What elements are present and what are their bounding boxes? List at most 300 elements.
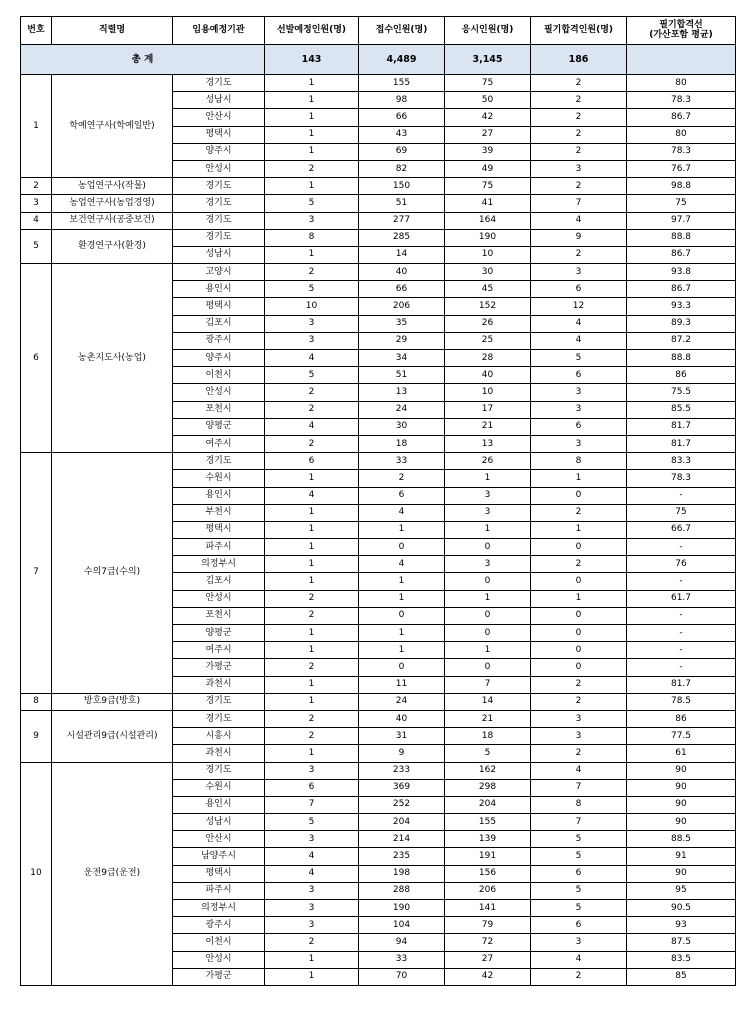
cutoff-cell: 86 [627,367,736,384]
row-number-cell: 8 [21,693,52,710]
cutoff-cell: 97.7 [627,212,736,229]
total-planned: 143 [265,45,359,75]
applied-cell: 190 [359,900,445,917]
recruitment-results-table [20,16,736,986]
agency-cell: 수원시 [173,779,265,796]
cutoff-cell: 76 [627,556,736,573]
applied-cell: 204 [359,814,445,831]
job-series-cell: 환경연구사(환경) [52,229,173,263]
attended-cell: 72 [445,934,531,951]
attended-cell: 75 [445,178,531,195]
header-row [21,17,736,45]
planned-cell: 1 [265,951,359,968]
agency-cell: 안산시 [173,109,265,126]
total-attended: 3,145 [445,45,531,75]
attended-cell: 26 [445,453,531,470]
applied-cell: 40 [359,264,445,281]
agency-cell: 양주시 [173,143,265,160]
header-passed: 필기합격인원(명) [531,17,627,45]
agency-cell: 과천시 [173,676,265,693]
cutoff-cell: 98.8 [627,178,736,195]
cutoff-cell: - [627,573,736,590]
cutoff-cell: 86.7 [627,281,736,298]
applied-cell: 24 [359,401,445,418]
passed-cell: 2 [531,75,627,92]
applied-cell: 66 [359,281,445,298]
header-cutoff-line2: (가산포함 평균) [649,29,713,40]
header-applied: 접수인원(명) [359,17,445,45]
passed-cell: 2 [531,126,627,143]
agency-cell: 평택시 [173,521,265,538]
total-cutoff [627,45,736,75]
applied-cell: 35 [359,315,445,332]
applied-cell: 94 [359,934,445,951]
planned-cell: 4 [265,487,359,504]
planned-cell: 6 [265,779,359,796]
agency-cell: 용인시 [173,796,265,813]
passed-cell: 7 [531,779,627,796]
cutoff-cell: - [627,487,736,504]
attended-cell: 17 [445,401,531,418]
attended-cell: 190 [445,229,531,246]
cutoff-cell: - [627,539,736,556]
attended-cell: 30 [445,264,531,281]
table-row [21,710,736,727]
applied-cell: 1 [359,642,445,659]
agency-cell: 가평군 [173,659,265,676]
cutoff-cell: 81.7 [627,676,736,693]
planned-cell: 8 [265,229,359,246]
planned-cell: 3 [265,212,359,229]
table-row [21,212,736,229]
total-passed: 186 [531,45,627,75]
cutoff-cell: 87.2 [627,332,736,349]
applied-cell: 233 [359,762,445,779]
cutoff-cell: 85.5 [627,401,736,418]
attended-cell: 156 [445,865,531,882]
planned-cell: 4 [265,865,359,882]
cutoff-cell: 90 [627,865,736,882]
passed-cell: 3 [531,710,627,727]
cutoff-cell: 88.5 [627,831,736,848]
attended-cell: 191 [445,848,531,865]
agency-cell: 이천시 [173,934,265,951]
passed-cell: 3 [531,728,627,745]
attended-cell: 21 [445,418,531,435]
attended-cell: 204 [445,796,531,813]
applied-cell: 0 [359,539,445,556]
applied-cell: 0 [359,659,445,676]
passed-cell: 4 [531,951,627,968]
planned-cell: 1 [265,968,359,985]
row-number-cell: 5 [21,229,52,263]
agency-cell: 성남시 [173,814,265,831]
attended-cell: 42 [445,109,531,126]
attended-cell: 42 [445,968,531,985]
attended-cell: 75 [445,75,531,92]
applied-cell: 40 [359,710,445,727]
attended-cell: 164 [445,212,531,229]
cutoff-cell: 80 [627,75,736,92]
applied-cell: 1 [359,521,445,538]
agency-cell: 안성시 [173,590,265,607]
cutoff-cell: 85 [627,968,736,985]
passed-cell: 1 [531,521,627,538]
passed-cell: 4 [531,332,627,349]
table-row [21,195,736,212]
applied-cell: 1 [359,590,445,607]
planned-cell: 5 [265,195,359,212]
job-series-cell: 농업연구사(작물) [52,178,173,195]
applied-cell: 29 [359,332,445,349]
agency-cell: 의정부시 [173,556,265,573]
total-label: 총 계 [21,45,265,75]
applied-cell: 369 [359,779,445,796]
job-series-cell: 운전9급(운전) [52,762,173,985]
planned-cell: 4 [265,418,359,435]
passed-cell: 4 [531,315,627,332]
planned-cell: 1 [265,642,359,659]
passed-cell: 7 [531,814,627,831]
planned-cell: 1 [265,745,359,762]
planned-cell: 3 [265,762,359,779]
passed-cell: 2 [531,745,627,762]
cutoff-cell: 77.5 [627,728,736,745]
attended-cell: 14 [445,693,531,710]
cutoff-cell: - [627,659,736,676]
planned-cell: 2 [265,710,359,727]
passed-cell: 0 [531,659,627,676]
cutoff-cell: 93.3 [627,298,736,315]
passed-cell: 3 [531,384,627,401]
job-series-cell: 시설관리9급(시설관리) [52,710,173,762]
agency-cell: 성남시 [173,92,265,109]
attended-cell: 25 [445,332,531,349]
table-row [21,75,736,92]
applied-cell: 2 [359,470,445,487]
applied-cell: 43 [359,126,445,143]
planned-cell: 3 [265,315,359,332]
agency-cell: 남양주시 [173,848,265,865]
passed-cell: 7 [531,195,627,212]
passed-cell: 6 [531,367,627,384]
row-number-cell: 6 [21,264,52,453]
agency-cell: 용인시 [173,487,265,504]
job-series-cell: 방호9급(방호) [52,693,173,710]
planned-cell: 3 [265,917,359,934]
applied-cell: 155 [359,75,445,92]
passed-cell: 2 [531,109,627,126]
passed-cell: 2 [531,556,627,573]
cutoff-cell: 78.3 [627,470,736,487]
applied-cell: 235 [359,848,445,865]
planned-cell: 3 [265,882,359,899]
passed-cell: 3 [531,264,627,281]
agency-cell: 여주시 [173,435,265,452]
table-row [21,264,736,281]
cutoff-cell: 75.5 [627,384,736,401]
attended-cell: 10 [445,384,531,401]
applied-cell: 11 [359,676,445,693]
agency-cell: 광주시 [173,917,265,934]
applied-cell: 14 [359,246,445,263]
passed-cell: 2 [531,504,627,521]
passed-cell: 3 [531,934,627,951]
passed-cell: 0 [531,607,627,624]
cutoff-cell: 81.7 [627,418,736,435]
applied-cell: 31 [359,728,445,745]
attended-cell: 3 [445,504,531,521]
applied-cell: 33 [359,951,445,968]
planned-cell: 2 [265,401,359,418]
cutoff-cell: 83.5 [627,951,736,968]
passed-cell: 0 [531,625,627,642]
row-number-cell: 1 [21,75,52,178]
attended-cell: 28 [445,350,531,367]
planned-cell: 1 [265,470,359,487]
agency-cell: 양주시 [173,350,265,367]
passed-cell: 4 [531,762,627,779]
planned-cell: 1 [265,693,359,710]
agency-cell: 경기도 [173,178,265,195]
passed-cell: 0 [531,539,627,556]
agency-cell: 김포시 [173,315,265,332]
row-number-cell: 3 [21,195,52,212]
header-job-series: 직렬명 [52,17,173,45]
cutoff-cell: 66.7 [627,521,736,538]
cutoff-cell: 78.3 [627,143,736,160]
planned-cell: 1 [265,556,359,573]
planned-cell: 2 [265,728,359,745]
attended-cell: 0 [445,659,531,676]
cutoff-cell: 86 [627,710,736,727]
applied-cell: 252 [359,796,445,813]
planned-cell: 1 [265,143,359,160]
applied-cell: 150 [359,178,445,195]
agency-cell: 의정부시 [173,900,265,917]
agency-cell: 김포시 [173,573,265,590]
planned-cell: 1 [265,92,359,109]
passed-cell: 5 [531,900,627,917]
planned-cell: 1 [265,539,359,556]
agency-cell: 경기도 [173,195,265,212]
attended-cell: 13 [445,435,531,452]
attended-cell: 21 [445,710,531,727]
agency-cell: 안성시 [173,384,265,401]
passed-cell: 2 [531,676,627,693]
attended-cell: 0 [445,607,531,624]
agency-cell: 여주시 [173,642,265,659]
attended-cell: 155 [445,814,531,831]
applied-cell: 82 [359,160,445,177]
planned-cell: 5 [265,367,359,384]
passed-cell: 6 [531,865,627,882]
attended-cell: 141 [445,900,531,917]
attended-cell: 49 [445,160,531,177]
agency-cell: 안성시 [173,951,265,968]
planned-cell: 1 [265,676,359,693]
planned-cell: 5 [265,281,359,298]
planned-cell: 4 [265,848,359,865]
applied-cell: 70 [359,968,445,985]
attended-cell: 3 [445,487,531,504]
cutoff-cell: 86.7 [627,109,736,126]
passed-cell: 0 [531,573,627,590]
attended-cell: 18 [445,728,531,745]
cutoff-cell: - [627,607,736,624]
applied-cell: 6 [359,487,445,504]
planned-cell: 1 [265,109,359,126]
agency-cell: 용인시 [173,281,265,298]
agency-cell: 평택시 [173,126,265,143]
applied-cell: 34 [359,350,445,367]
header-attended: 응시인원(명) [445,17,531,45]
attended-cell: 45 [445,281,531,298]
cutoff-cell: 76.7 [627,160,736,177]
planned-cell: 6 [265,453,359,470]
table-row [21,693,736,710]
cutoff-cell: 78.5 [627,693,736,710]
agency-cell: 부천시 [173,504,265,521]
agency-cell: 포천시 [173,401,265,418]
cutoff-cell: 75 [627,195,736,212]
passed-cell: 3 [531,401,627,418]
attended-cell: 1 [445,470,531,487]
planned-cell: 1 [265,126,359,143]
planned-cell: 5 [265,814,359,831]
cutoff-cell: 61 [627,745,736,762]
planned-cell: 7 [265,796,359,813]
applied-cell: 69 [359,143,445,160]
applied-cell: 18 [359,435,445,452]
attended-cell: 26 [445,315,531,332]
passed-cell: 6 [531,281,627,298]
header-planned: 선발예정인원(명) [265,17,359,45]
applied-cell: 24 [359,693,445,710]
row-number-cell: 7 [21,453,52,694]
planned-cell: 2 [265,160,359,177]
row-number-cell: 2 [21,178,52,195]
agency-cell: 경기도 [173,229,265,246]
passed-cell: 2 [531,143,627,160]
agency-cell: 성남시 [173,246,265,263]
attended-cell: 5 [445,745,531,762]
cutoff-cell: 90.5 [627,900,736,917]
planned-cell: 2 [265,435,359,452]
header-agency: 임용예정기관 [173,17,265,45]
cutoff-cell: 90 [627,762,736,779]
agency-cell: 경기도 [173,212,265,229]
agency-cell: 평택시 [173,865,265,882]
passed-cell: 1 [531,590,627,607]
job-series-cell: 농촌지도사(농업) [52,264,173,453]
agency-cell: 경기도 [173,693,265,710]
attended-cell: 206 [445,882,531,899]
row-number-cell: 10 [21,762,52,985]
passed-cell: 2 [531,246,627,263]
attended-cell: 152 [445,298,531,315]
cutoff-cell: 81.7 [627,435,736,452]
passed-cell: 2 [531,968,627,985]
row-number-cell: 9 [21,710,52,762]
agency-cell: 고양시 [173,264,265,281]
table-row [21,229,736,246]
row-number-cell: 4 [21,212,52,229]
planned-cell: 1 [265,504,359,521]
applied-cell: 277 [359,212,445,229]
passed-cell: 12 [531,298,627,315]
agency-cell: 가평군 [173,968,265,985]
attended-cell: 0 [445,573,531,590]
agency-cell: 파주시 [173,882,265,899]
agency-cell: 이천시 [173,367,265,384]
total-row [21,45,736,75]
cutoff-cell: 86.7 [627,246,736,263]
agency-cell: 양평군 [173,625,265,642]
agency-cell: 평택시 [173,298,265,315]
cutoff-cell: 87.5 [627,934,736,951]
cutoff-cell: 93.8 [627,264,736,281]
cutoff-cell: - [627,625,736,642]
cutoff-cell: 93 [627,917,736,934]
cutoff-cell: 61.7 [627,590,736,607]
planned-cell: 10 [265,298,359,315]
passed-cell: 6 [531,418,627,435]
passed-cell: 5 [531,882,627,899]
agency-cell: 수원시 [173,470,265,487]
cutoff-cell: 88.8 [627,229,736,246]
agency-cell: 시흥시 [173,728,265,745]
attended-cell: 3 [445,556,531,573]
cutoff-cell: 90 [627,814,736,831]
agency-cell: 경기도 [173,453,265,470]
attended-cell: 298 [445,779,531,796]
planned-cell: 1 [265,178,359,195]
planned-cell: 3 [265,831,359,848]
cutoff-cell: 95 [627,882,736,899]
passed-cell: 2 [531,693,627,710]
cutoff-cell: 83.3 [627,453,736,470]
applied-cell: 33 [359,453,445,470]
agency-cell: 과천시 [173,745,265,762]
cutoff-cell: 90 [627,779,736,796]
cutoff-cell: 90 [627,796,736,813]
table-row [21,762,736,779]
passed-cell: 5 [531,350,627,367]
passed-cell: 2 [531,178,627,195]
planned-cell: 1 [265,521,359,538]
passed-cell: 0 [531,642,627,659]
agency-cell: 경기도 [173,75,265,92]
attended-cell: 10 [445,246,531,263]
passed-cell: 6 [531,917,627,934]
applied-cell: 198 [359,865,445,882]
agency-cell: 양평군 [173,418,265,435]
attended-cell: 27 [445,951,531,968]
agency-cell: 광주시 [173,332,265,349]
applied-cell: 51 [359,367,445,384]
passed-cell: 2 [531,92,627,109]
attended-cell: 79 [445,917,531,934]
cutoff-cell: 89.3 [627,315,736,332]
attended-cell: 1 [445,590,531,607]
passed-cell: 3 [531,435,627,452]
attended-cell: 1 [445,521,531,538]
planned-cell: 3 [265,332,359,349]
planned-cell: 2 [265,934,359,951]
applied-cell: 9 [359,745,445,762]
attended-cell: 0 [445,625,531,642]
